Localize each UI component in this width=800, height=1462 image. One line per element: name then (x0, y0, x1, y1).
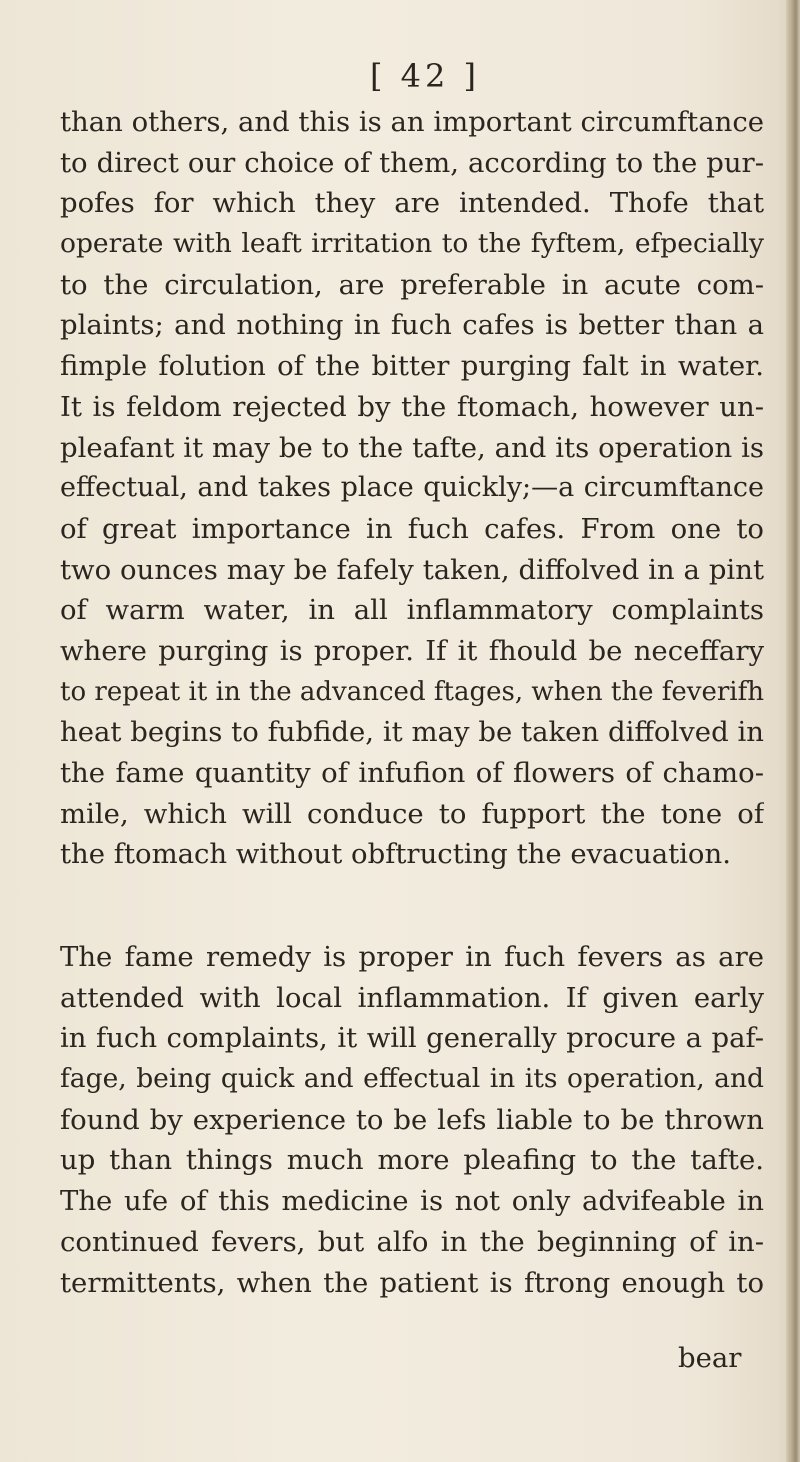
text-line: The fame remedy is proper in fuch fevers as are (60, 941, 764, 973)
text-line: It is feldom rejected by the ftomach, however un- (60, 390, 764, 423)
text-line: up than things much more pleafing to the tafte. (60, 1144, 764, 1177)
text-line: fimple folution of the bitter purging falt in water. (60, 350, 764, 383)
text-line: than others, and this is an important circumftance (60, 106, 764, 138)
text-line: fage, being quick and effectual in its operation, and (60, 1063, 764, 1095)
text-line: mile, which will conduce to fupport the tone of (60, 797, 764, 830)
text-line: to the circulation, are preferable in acute com- (60, 268, 764, 301)
text-line: The ufe of this medicine is not only advifeable in (60, 1185, 764, 1218)
text-line: pleafant it may be to the tafte, and its operation is (60, 431, 764, 464)
text-line: found by experience to be lefs liable to be thrown (60, 1103, 764, 1136)
text-line: where purging is proper. If it fhould be neceffary (60, 634, 764, 667)
text-line: the ftomach without obftructing the evacuation. (60, 838, 731, 871)
paragraph-2 (60, 937, 764, 1303)
paragraph-1 (60, 102, 764, 875)
text-line: plaints; and nothing in fuch cafes is better than a (60, 309, 764, 342)
text-line: to direct our choice of them, according to the pur- (60, 146, 764, 179)
text-line: to repeat it in the advanced ftages, when the feverifh (60, 676, 764, 707)
text-line: pofes for which they are intended. Thofe that (60, 187, 764, 220)
text-line: operate with leaft irritation to the fyftem, efpecially (60, 228, 764, 260)
text-line: continued fevers, but alfo in the beginning of in- (60, 1225, 764, 1258)
text-line: effectual, and takes place quickly;—a circumftance (60, 472, 764, 504)
text-line: in fuch complaints, it will generally procure a paf- (60, 1022, 764, 1055)
text-line: of great importance in fuch cafes. From one to (60, 512, 764, 545)
text-line: termittents, when the patient is ftrong enough to (60, 1266, 764, 1299)
text-line: attended with local inflammation. If given early (60, 981, 764, 1014)
text-line: heat begins to fubfide, it may be taken diffolved in (60, 716, 764, 749)
catchword: bear (678, 1342, 742, 1374)
page-number: [ 42 ] (370, 57, 481, 95)
text-line: two ounces may be fafely taken, diffolved in a pint (60, 553, 764, 586)
text-line: the fame quantity of infufion of flowers of chamo- (60, 757, 764, 789)
text-line: of warm water, in all inflammatory complaints (60, 594, 764, 627)
page-binding-edge (786, 0, 800, 1462)
